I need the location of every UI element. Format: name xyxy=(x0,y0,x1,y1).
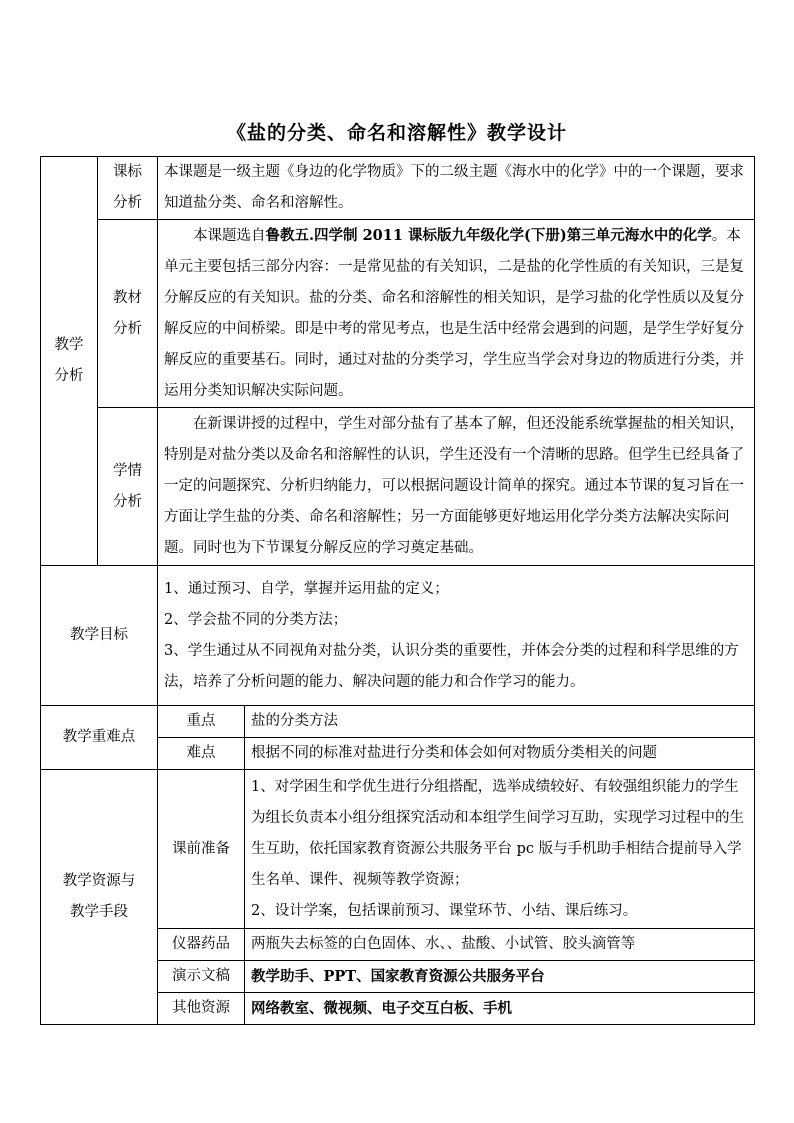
teaching-analysis-label: 教学 分析 xyxy=(41,157,98,566)
student-analysis-row xyxy=(41,408,755,566)
resources-label: 教学资源与 教学手段 xyxy=(41,770,158,1025)
preparation-text xyxy=(245,770,755,929)
objectives-label: 教学目标 xyxy=(41,566,158,706)
presentation-label: 演示文稿 xyxy=(158,961,245,993)
instruments-label: 仪器药品 xyxy=(158,929,245,961)
presentation-text: 教学助手、PPT、国家教育资源公共服务平台 xyxy=(245,961,755,993)
textbook-analysis-text: 本课题选自鲁教五.四学制 2011 课标版九年级化学(下册)第三单元海水中的化学。本单元主要包括三部分内容：一是常见盐的有关知识，二是盐的化学性质的有关知识，三是复分解反应的有关知识。盐的分类、命名和溶解性的相关知识，是学习盐的化学性质以及复分解反应的中间桥梁。即是中考的常见考点，也是生活中经常会遇到的问题，是学生学好复分解反应的重要基石。同时，通过对盐的分类学习，学生应当学会对身边的物质进行分类，并运用分类知识解决实际问题。 xyxy=(158,220,755,408)
objectives-list xyxy=(158,566,755,706)
instruments-text: 两瓶失去标签的白色固体、水、、盐酸、小试管、胶头滴管等 xyxy=(245,929,755,961)
textbook-analysis-label: 教材 分析 xyxy=(98,220,158,408)
page-title: 《盐的分类、命名和溶解性》教学设计 xyxy=(226,122,567,144)
preparation-label: 课前准备 xyxy=(158,770,245,929)
other-resources-text: 网络教室、微视频、电子交互白板、手机 xyxy=(245,993,755,1025)
objective-item: 2、学会盐不同的分类方法； xyxy=(164,611,348,628)
preparation-item: 1、对学困生和学优生进行分组搭配，选举成绩较好、有较强组织能力的学生为组长负责本小组分组探究活动和本组学生间学习互助，实现学习过程中的生生互助，依托国家教育资源公共服务平台 pc 版与手机助手相结合提前导入学生名单、课件、视频等教学资源； xyxy=(251,778,744,888)
lesson-design-table xyxy=(40,156,755,1025)
difficult-point-text: 根据不同的标准对盐进行分类和体会如何对物质分类相关的问题 xyxy=(245,738,755,770)
student-analysis-text: 在新课讲授的过程中，学生对部分盐有了基本了解，但还没能系统掌握盐的相关知识，特别是对盐分类以及命名和溶解性的认识，学生还没有一个清晰的思路。但学生已经具备了一定的问题探究、分析归纳能力，可以根据问题设计简单的探究。通过本节课的复习旨在一方面让学生盐的分类、命名和溶解性；另一方面能够更好地运用化学分类方法解决实际问题。同时也为下节课复分解反应的学习奠定基础。 xyxy=(158,408,755,566)
difficult-point-label: 难点 xyxy=(158,738,245,770)
other-resources-label: 其他资源 xyxy=(158,993,245,1025)
student-analysis-label: 学情 分析 xyxy=(98,408,158,566)
objective-item: 3、学生通过从不同视角对盐分类，认识分类的重要性，并体会分类的过程和科学思维的方法，培养了分析问题的能力、解决问题的能力和合作学习的能力。 xyxy=(164,642,739,690)
preparation-item: 2、设计学案，包括课前预习、课堂环节、小结、课后练习。 xyxy=(251,902,638,919)
preparation-row xyxy=(41,770,755,929)
key-difficult-label: 教学重难点 xyxy=(41,706,158,770)
key-point-label: 重点 xyxy=(158,706,245,738)
curriculum-analysis-text: 本课题是一级主题《身边的化学物质》下的二级主题《海水中的化学》中的一个课题，要求知道盐分类、命名和溶解性。 xyxy=(158,157,755,220)
curriculum-analysis-row xyxy=(41,157,755,220)
key-point-text: 盐的分类方法 xyxy=(245,706,755,738)
curriculum-analysis-label: 课标 分析 xyxy=(98,157,158,220)
objective-item: 1、通过预习、自学，掌握并运用盐的定义； xyxy=(164,580,449,597)
key-point-row xyxy=(41,706,755,738)
objectives-row xyxy=(41,566,755,706)
textbook-analysis-row xyxy=(41,220,755,408)
textbook-source: 鲁教五.四学制 2011 课标版九年级化学(下册)第三单元海水中的化学 xyxy=(265,227,712,244)
